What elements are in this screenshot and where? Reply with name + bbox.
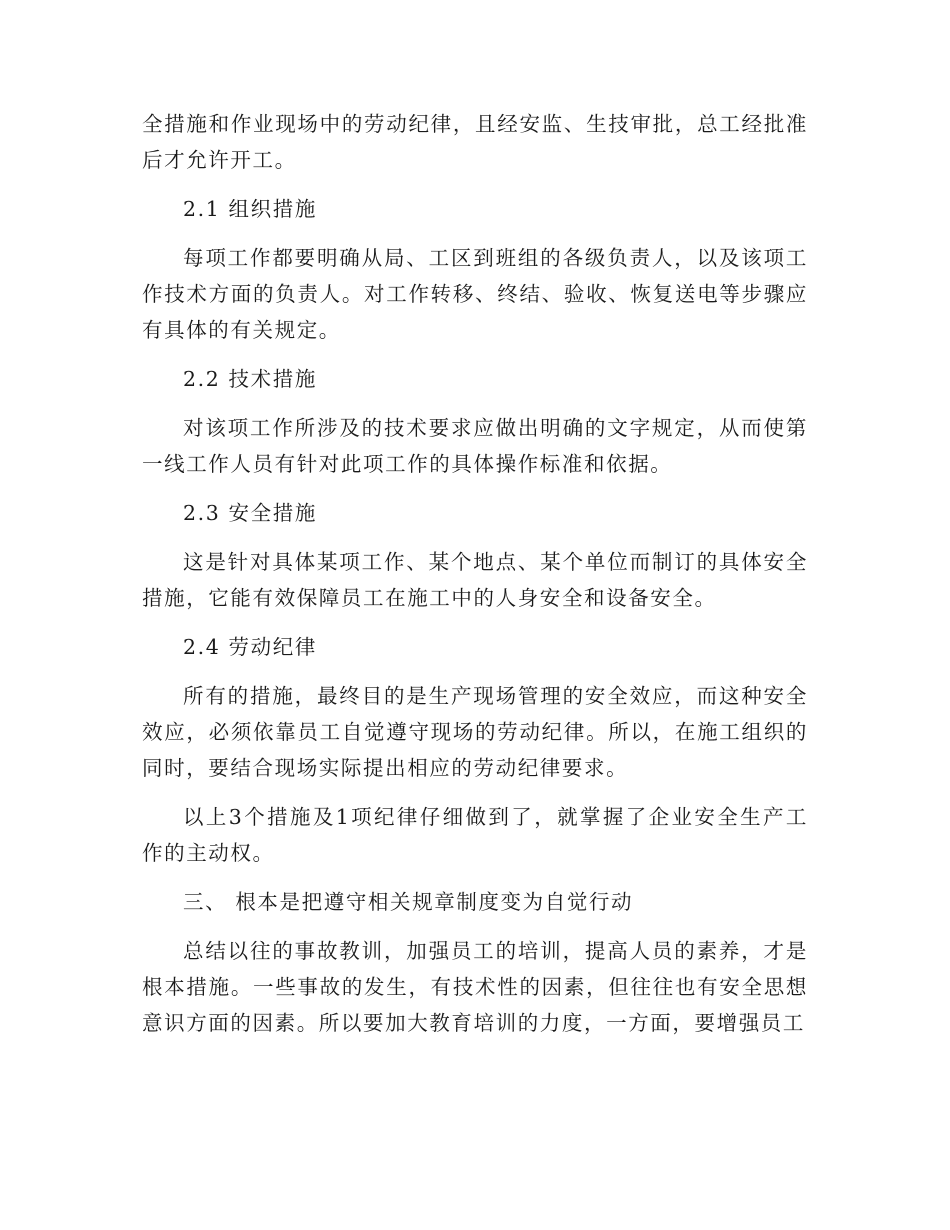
- paragraph-2-3: 这是针对具体某项工作、某个地点、某个单位而制订的具体安全措施，它能有效保障员工在施工中的人身安全和设备安全。: [142, 550, 808, 610]
- heading-2-4: 2.4 劳动纪律: [183, 635, 317, 659]
- paragraph-2-4: 所有的措施，最终目的是生产现场管理的安全效应，而这种安全效应，必须依靠员工自觉遵守现场的劳动纪律。所以，在施工组织的同时，要结合现场实际提出相应的劳动纪律要求。: [142, 684, 808, 780]
- heading-2-1: 2.1 组织措施: [183, 197, 317, 221]
- heading-2-2: 2.2 技术措施: [183, 367, 317, 391]
- document-page: [142, 106, 808, 1041]
- paragraph-2-2: 对该项工作所涉及的技术要求应做出明确的文字规定，从而使第一线工作人员有针对此项工作的具体操作标准和依据。: [142, 416, 808, 476]
- heading-3: 三、 根本是把遵守相关规章制度变为自觉行动: [183, 890, 634, 914]
- paragraph-summary: 以上3个措施及1项纪律仔细做到了，就掌握了企业安全生产工作的主动权。: [142, 805, 808, 865]
- heading-2-3: 2.3 安全措施: [183, 501, 317, 525]
- paragraph-3: 总结以往的事故教训，加强员工的培训，提高人员的素养，才是根本措施。一些事故的发生，有技术性的因素，但往往也有安全思想意识方面的因素。所以要加大教育培训的力度，一方面，要增强员工: [142, 939, 808, 1035]
- paragraph-2-1: 每项工作都要明确从局、工区到班组的各级负责人，以及该项工作技术方面的负责人。对工作转移、终结、验收、恢复送电等步骤应有具体的有关规定。: [142, 246, 808, 342]
- paragraph-intro: 全措施和作业现场中的劳动纪律，且经安监、生技审批，总工经批准后才允许开工。: [142, 112, 808, 172]
